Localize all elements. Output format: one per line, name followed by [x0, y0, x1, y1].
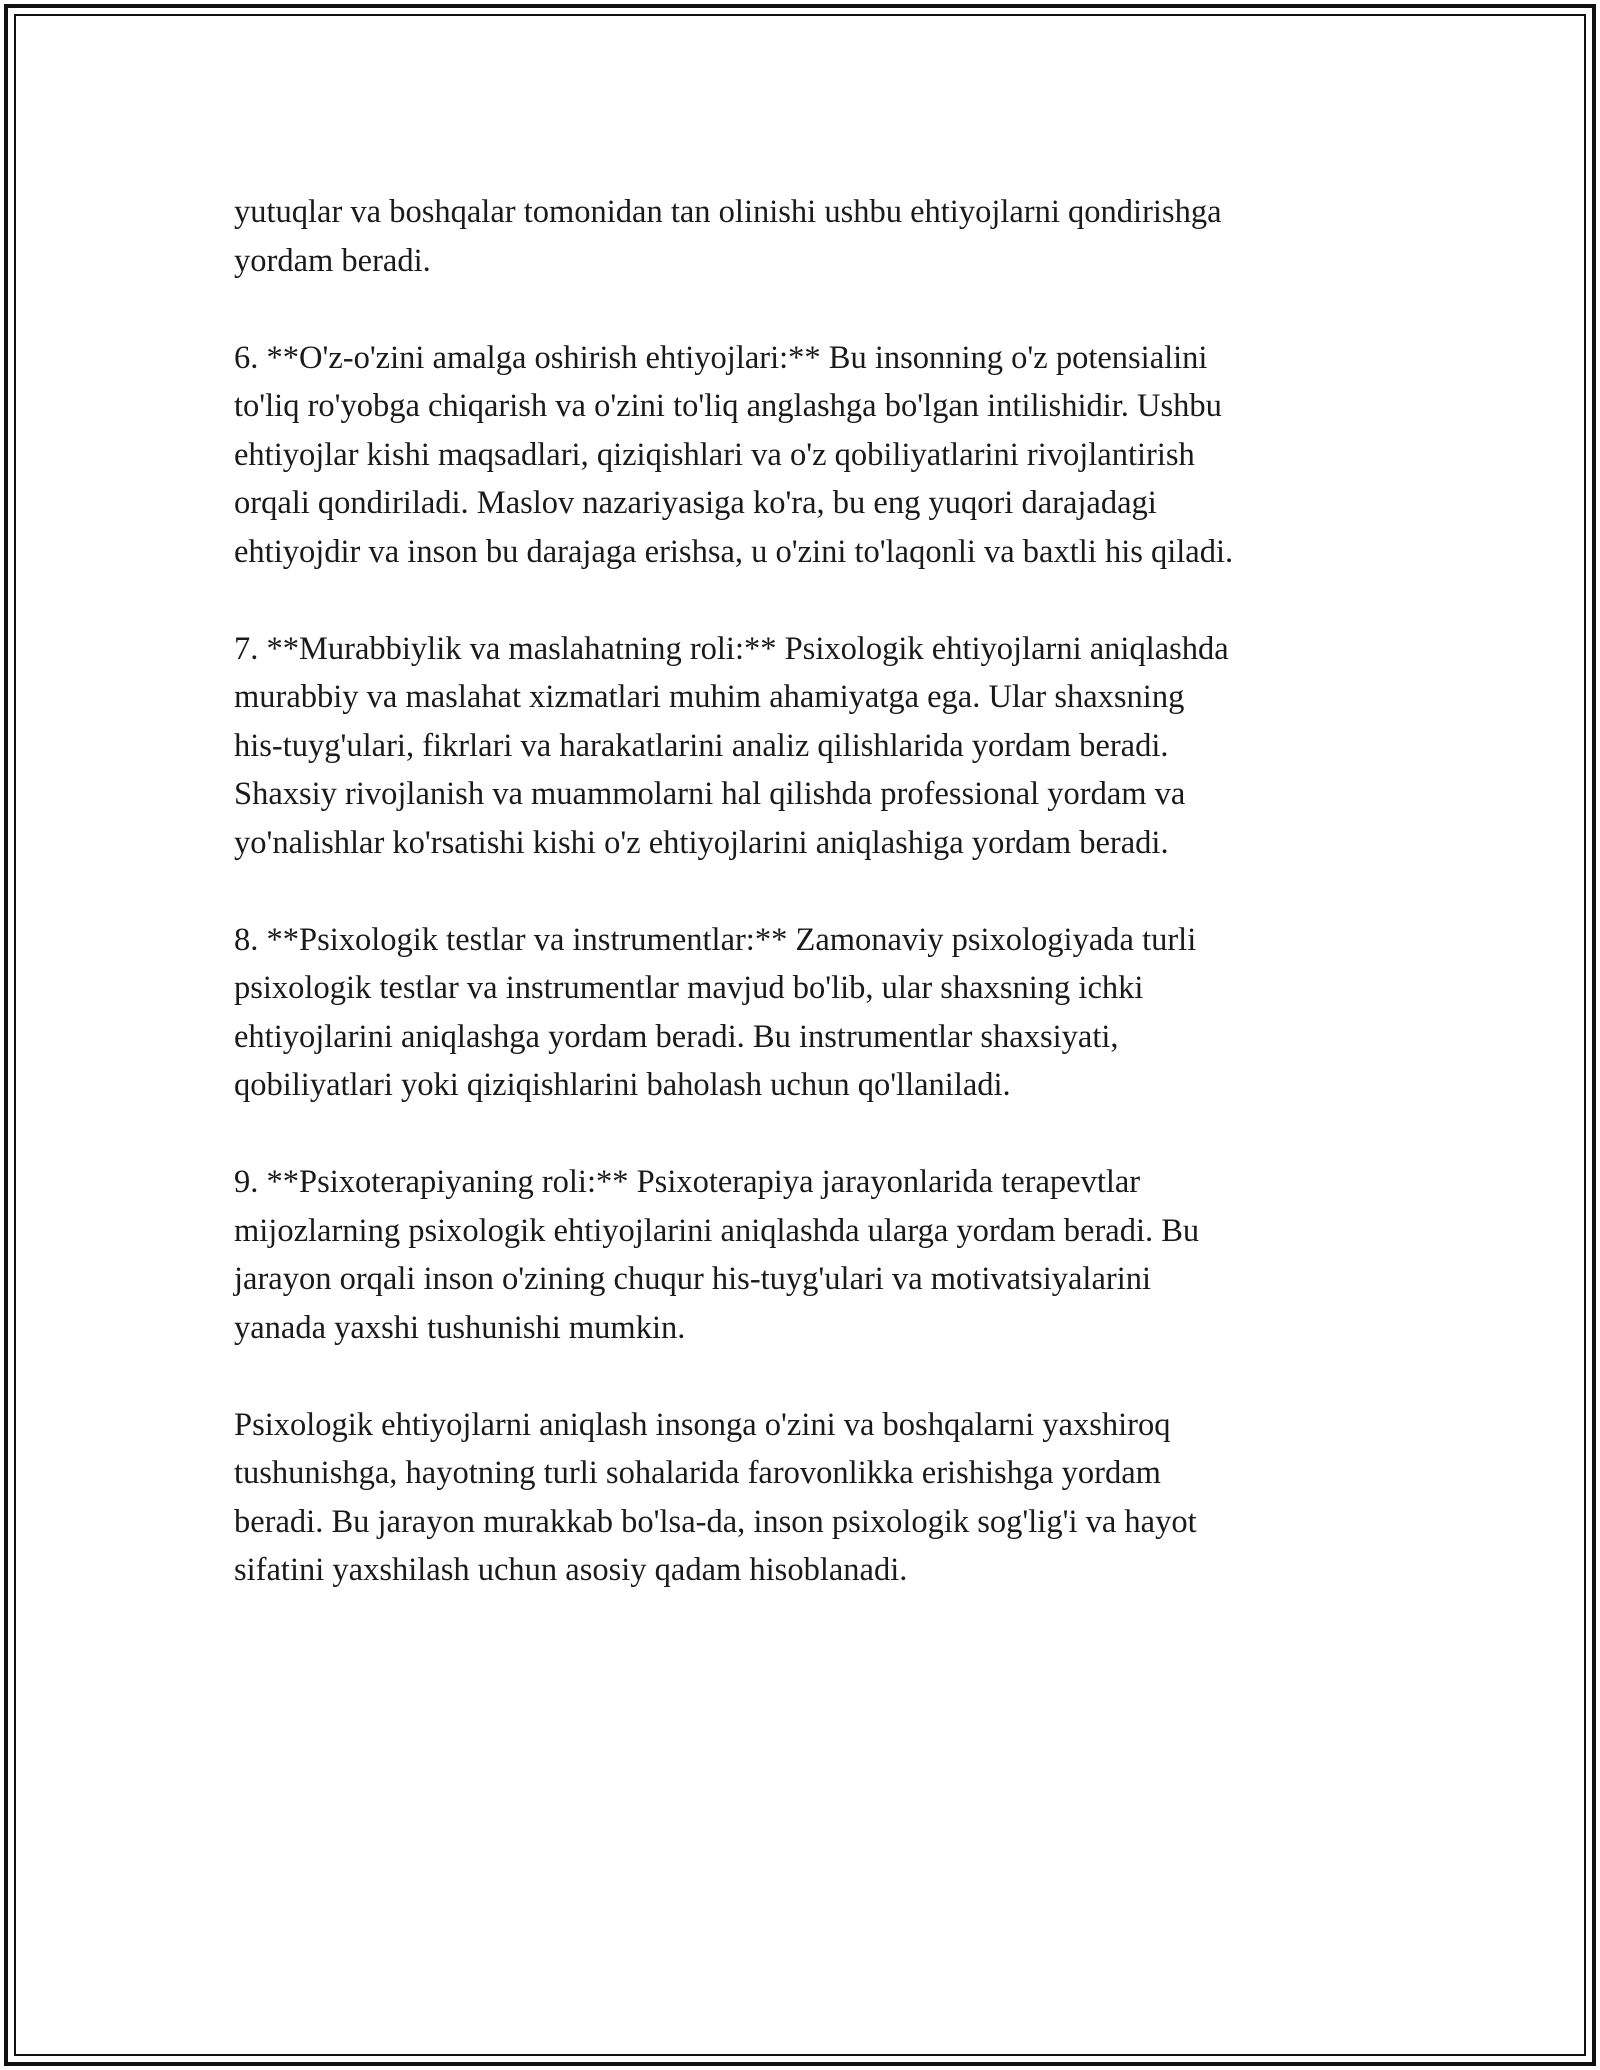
paragraph-self-actualization: 6. **O'z-o'zini amalga oshirish ehtiyojlari:** Bu insonning o'z potensialini to'liq ro'yobga chiqarish va o'zini to'liq anglashga bo'lgan intilishidir. Ushbu ehtiyojlar kishi maqsadlari, qiziqishlari va o'z qobiliyatlarini rivojlantirish orqali qondiriladi. Maslov nazariyasiga ko'ra, bu eng yuqori darajadagi ehtiyojdir va inson bu darajaga erishsa, u o'zini to'laqonli va baxtli his qiladi. [234, 339, 1234, 570]
paragraph-psychological-tests: 8. **Psixologik testlar va instrumentlar:** Zamonaviy psixologiyada turli psixologik testlar va instrumentlar mavjud bo'lib, ular shaxsning ichki ehtiyojlarini aniqlashga yordam beradi. Bu instrumentlar shaxsiyati, qobiliyatlari yoki qiziqishlarini baholash uchun qo'llaniladi. [234, 921, 1197, 1103]
document-body [234, 188, 1384, 1643]
paragraph-conclusion: Psixologik ehtiyojlarni aniqlash insonga o'zini va boshqalarni yaxshiroq tushunishga, hayotning turli sohalarida farovonlikka erishishga yordam beradi. Bu jarayon murakkab bo'lsa-da, inson psixologik sog'lig'i va hayot sifatini yaxshilash uchun asosiy qadam hisoblanadi. [234, 1406, 1197, 1588]
paragraph-psychotherapy-role: 9. **Psixoterapiyaning roli:** Psixoterapiya jarayonlarida terapevtlar mijozlarning psixologik ehtiyojlarini aniqlashda ularga yordam beradi. Bu jarayon orqali inson o'zining chuqur his-tuyg'ulari va motivatsiyalarini yanada yaxshi tushunishi mumkin. [234, 1164, 1200, 1346]
paragraph-continuation: yutuqlar va boshqalar tomonidan tan olinishi ushbu ehtiyojlarni qondirishga yordam beradi. [234, 194, 1222, 279]
paragraph-coaching-role: 7. **Murabbiylik va maslahatning roli:** Psixologik ehtiyojlarni aniqlashda murabbiy va maslahat xizmatlari muhim ahamiyatga ega. Ular shaxsning his-tuyg'ulari, fikrlari va harakatlarini analiz qilishlarida yordam beradi. Shaxsiy rivojlanish va muammolarni hal qilishda professional yordam va yo'nalishlar ko'rsatishi kishi o'z ehtiyojlarini aniqlashiga yordam beradi. [234, 630, 1229, 861]
